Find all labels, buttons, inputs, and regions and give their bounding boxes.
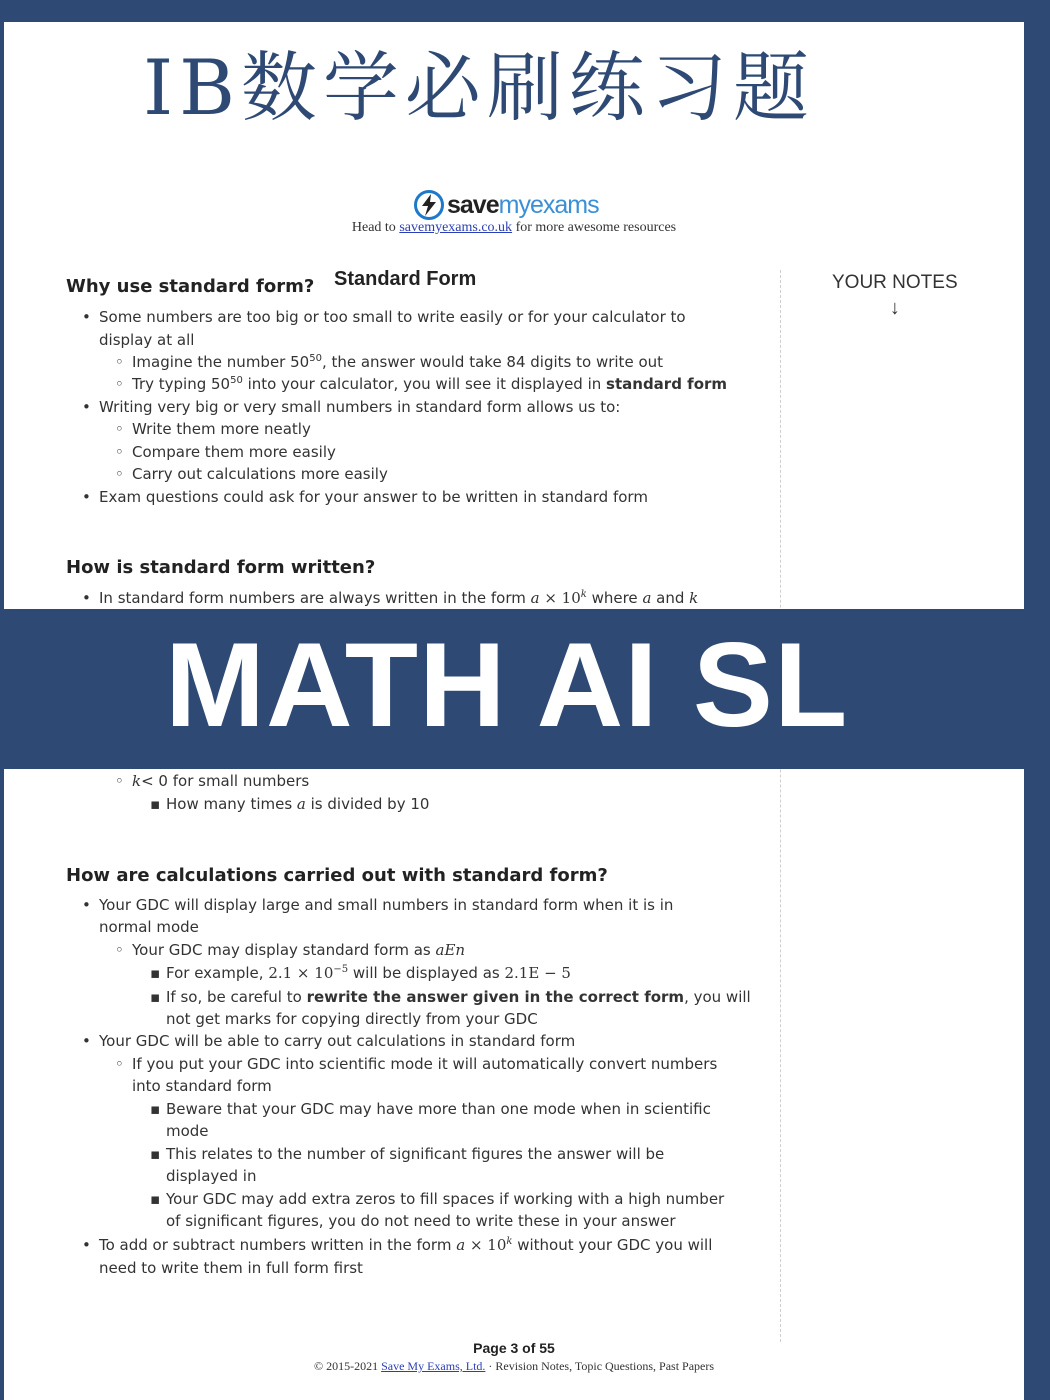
list-item-continuation: display at all [99,331,195,349]
list-item-continuation: need to write them in full form first [99,1259,363,1277]
save-my-exams-logo[interactable] [414,190,599,220]
site-link[interactable]: savemyexams.co.uk [399,220,513,235]
lightning-bolt-icon [414,190,444,220]
header-tagline: Head to savemyexams.co.uk for more awesome resources [351,220,677,235]
list-item: ◦ Your GDC may display standard form as aEn [132,939,465,961]
logo-save-text: save [447,190,499,219]
list-item-continuation: of significant figures, you do not need to write these in your answer [166,1212,676,1230]
logo-myexams-text: myexams [498,190,599,219]
notes-divider [780,270,781,1342]
list-item: ◦ If you put your GDC into scientific mode it will automatically convert numbers [132,1053,717,1075]
list-item: ◦ Imagine the number $50^{50}$, the answer would take 84 digits to write out [132,351,663,373]
list-item-continuation: mode [166,1122,209,1140]
footer: © 2015-2021 Save My Exams, Ltd. · Revision Notes, Topic Questions, Past Papers [313,1359,715,1373]
list-item-continuation: into standard form [132,1077,272,1095]
list-item: ◦ Write them more neatly [132,418,311,440]
list-item: ◦ Carry out calculations more easily [132,463,388,485]
list-item: ▪ How many times a is divided by 10 [166,793,429,815]
list-item: • Some numbers are too big or too small to write easily or for your calculator to [99,306,686,328]
list-item: • Your GDC will display large and small numbers in standard form when it is in [99,894,673,916]
footer-link[interactable]: Save My Exams, Ltd. [381,1359,486,1373]
list-item-continuation: normal mode [99,918,199,936]
your-notes-column [832,272,958,318]
list-item: • Writing very big or very small numbers in standard form allows us to: [99,396,620,418]
your-notes-label: YOUR NOTES [832,272,958,293]
document-title: Standard Form [334,268,477,290]
list-item: • To add or subtract numbers written in the form $a \times 10^k$ without your GDC you will [99,1234,712,1256]
list-item: ▪ This relates to the number of significant figures the answer will be [166,1143,664,1165]
list-item: ◦ Compare them more easily [132,441,336,463]
band-title: MATH AI SL [165,618,849,752]
list-item: ▪ Your GDC may add extra zeros to fill spaces if working with a high number [166,1188,724,1210]
list-item-continuation: not get marks for copying directly from your GDC [166,1010,538,1028]
title-band [0,609,1050,769]
list-item: • In standard form numbers are always written in the form $a \times 10^k$ where a and k [99,587,698,609]
list-item: ◦ k< 0 for small numbers [132,770,309,792]
list-item: • Your GDC will be able to carry out calculations in standard form [99,1030,575,1052]
list-item: • Exam questions could ask for your answer to be written in standard form [99,486,648,508]
section-heading-how-written: How is standard form written? [66,557,376,578]
down-arrow-icon: ↓ [889,297,900,319]
page-number: Page 3 of 55 [473,1340,555,1356]
list-item: ▪ For example, $2.1 \times 10^{-5}$ will be displayed as 2.1E − 5 [166,962,571,984]
section-heading-calculations: How are calculations carried out with standard form? [66,865,608,886]
list-item-continuation: displayed in [166,1167,257,1185]
section-heading-why: Why use standard form? [66,276,315,297]
banner-title: IB数学必刷练习题 [143,43,815,132]
list-item: ◦ Try typing $50^{50}$ into your calculator, you will see it displayed in standard form [132,373,727,395]
list-item: ▪ If so, be careful to rewrite the answer given in the correct form, you will [166,986,751,1008]
list-item: ▪ Beware that your GDC may have more than one mode when in scientific [166,1098,711,1120]
